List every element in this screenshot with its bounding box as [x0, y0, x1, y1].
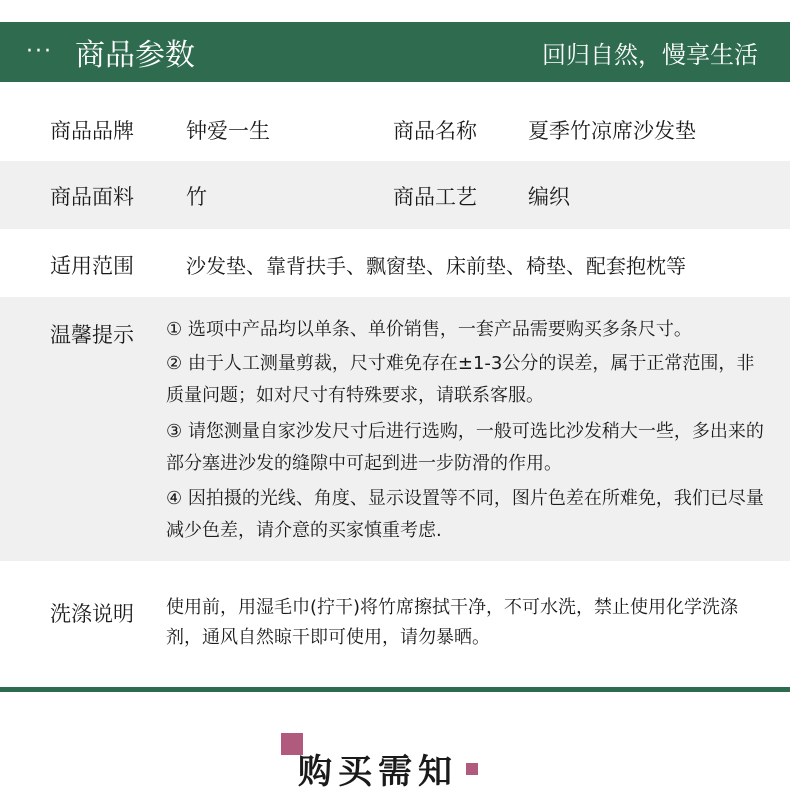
- scope-label: 适用范围: [50, 254, 134, 278]
- tip-item: ③ 请您测量自家沙发尺寸后进行选购，一般可选比沙发稍大一些，多出来的部分塞进沙发的缝隙中可起到进一步防滑的作用。: [166, 421, 764, 474]
- param-row-material: [0, 161, 790, 229]
- tips-label: 温馨提示: [50, 323, 134, 347]
- header-slogan: 回归自然，慢享生活: [542, 40, 758, 69]
- tip-item: ④ 因拍摄的光线、角度、显示设置等不同，图片色差在所难免，我们已尽量减少色差，请介意的买家慎重考虑.: [166, 488, 764, 541]
- material-label: 商品面料: [50, 185, 134, 209]
- param-row-brand: [0, 95, 790, 161]
- wash-label: 洗涤说明: [50, 602, 134, 626]
- craft-value: 编织: [528, 185, 570, 209]
- brand-value: 钟爱一生: [186, 119, 270, 143]
- scope-value: 沙发垫、靠背扶手、飘窗垫、床前垫、椅垫、配套抱枕等: [186, 254, 686, 278]
- tips-section: [0, 297, 790, 561]
- wash-section: [0, 561, 790, 687]
- notice-accent-dot: [466, 763, 478, 775]
- header-title: 商品参数: [74, 38, 195, 73]
- wash-text: 使用前，用湿毛巾(拧干)将竹席擦拭干净，不可水洗，禁止使用化学洗涤剂，通风自然晾干即可使用，请勿暴晒。: [166, 597, 739, 648]
- tip-item: ② 由于人工测量剪裁，尺寸难免存在±1-3公分的误差，属于正常范围，非质量问题；如对尺寸有特殊要求，请联系客服。: [166, 353, 755, 406]
- header-dots: ···: [26, 39, 53, 64]
- section-divider: [0, 687, 790, 692]
- tip-item: ① 选项中产品均以单条、单价销售，一套产品需要购买多条尺寸。: [166, 319, 692, 340]
- name-value: 夏季竹凉席沙发垫: [528, 119, 696, 143]
- material-value: 竹: [186, 185, 207, 209]
- param-row-scope: [0, 229, 790, 297]
- brand-label: 商品品牌: [50, 119, 134, 143]
- header-bar: [0, 22, 790, 82]
- craft-label: 商品工艺: [393, 185, 477, 209]
- name-label: 商品名称: [393, 119, 477, 143]
- notice-title: 购买需知: [298, 752, 458, 792]
